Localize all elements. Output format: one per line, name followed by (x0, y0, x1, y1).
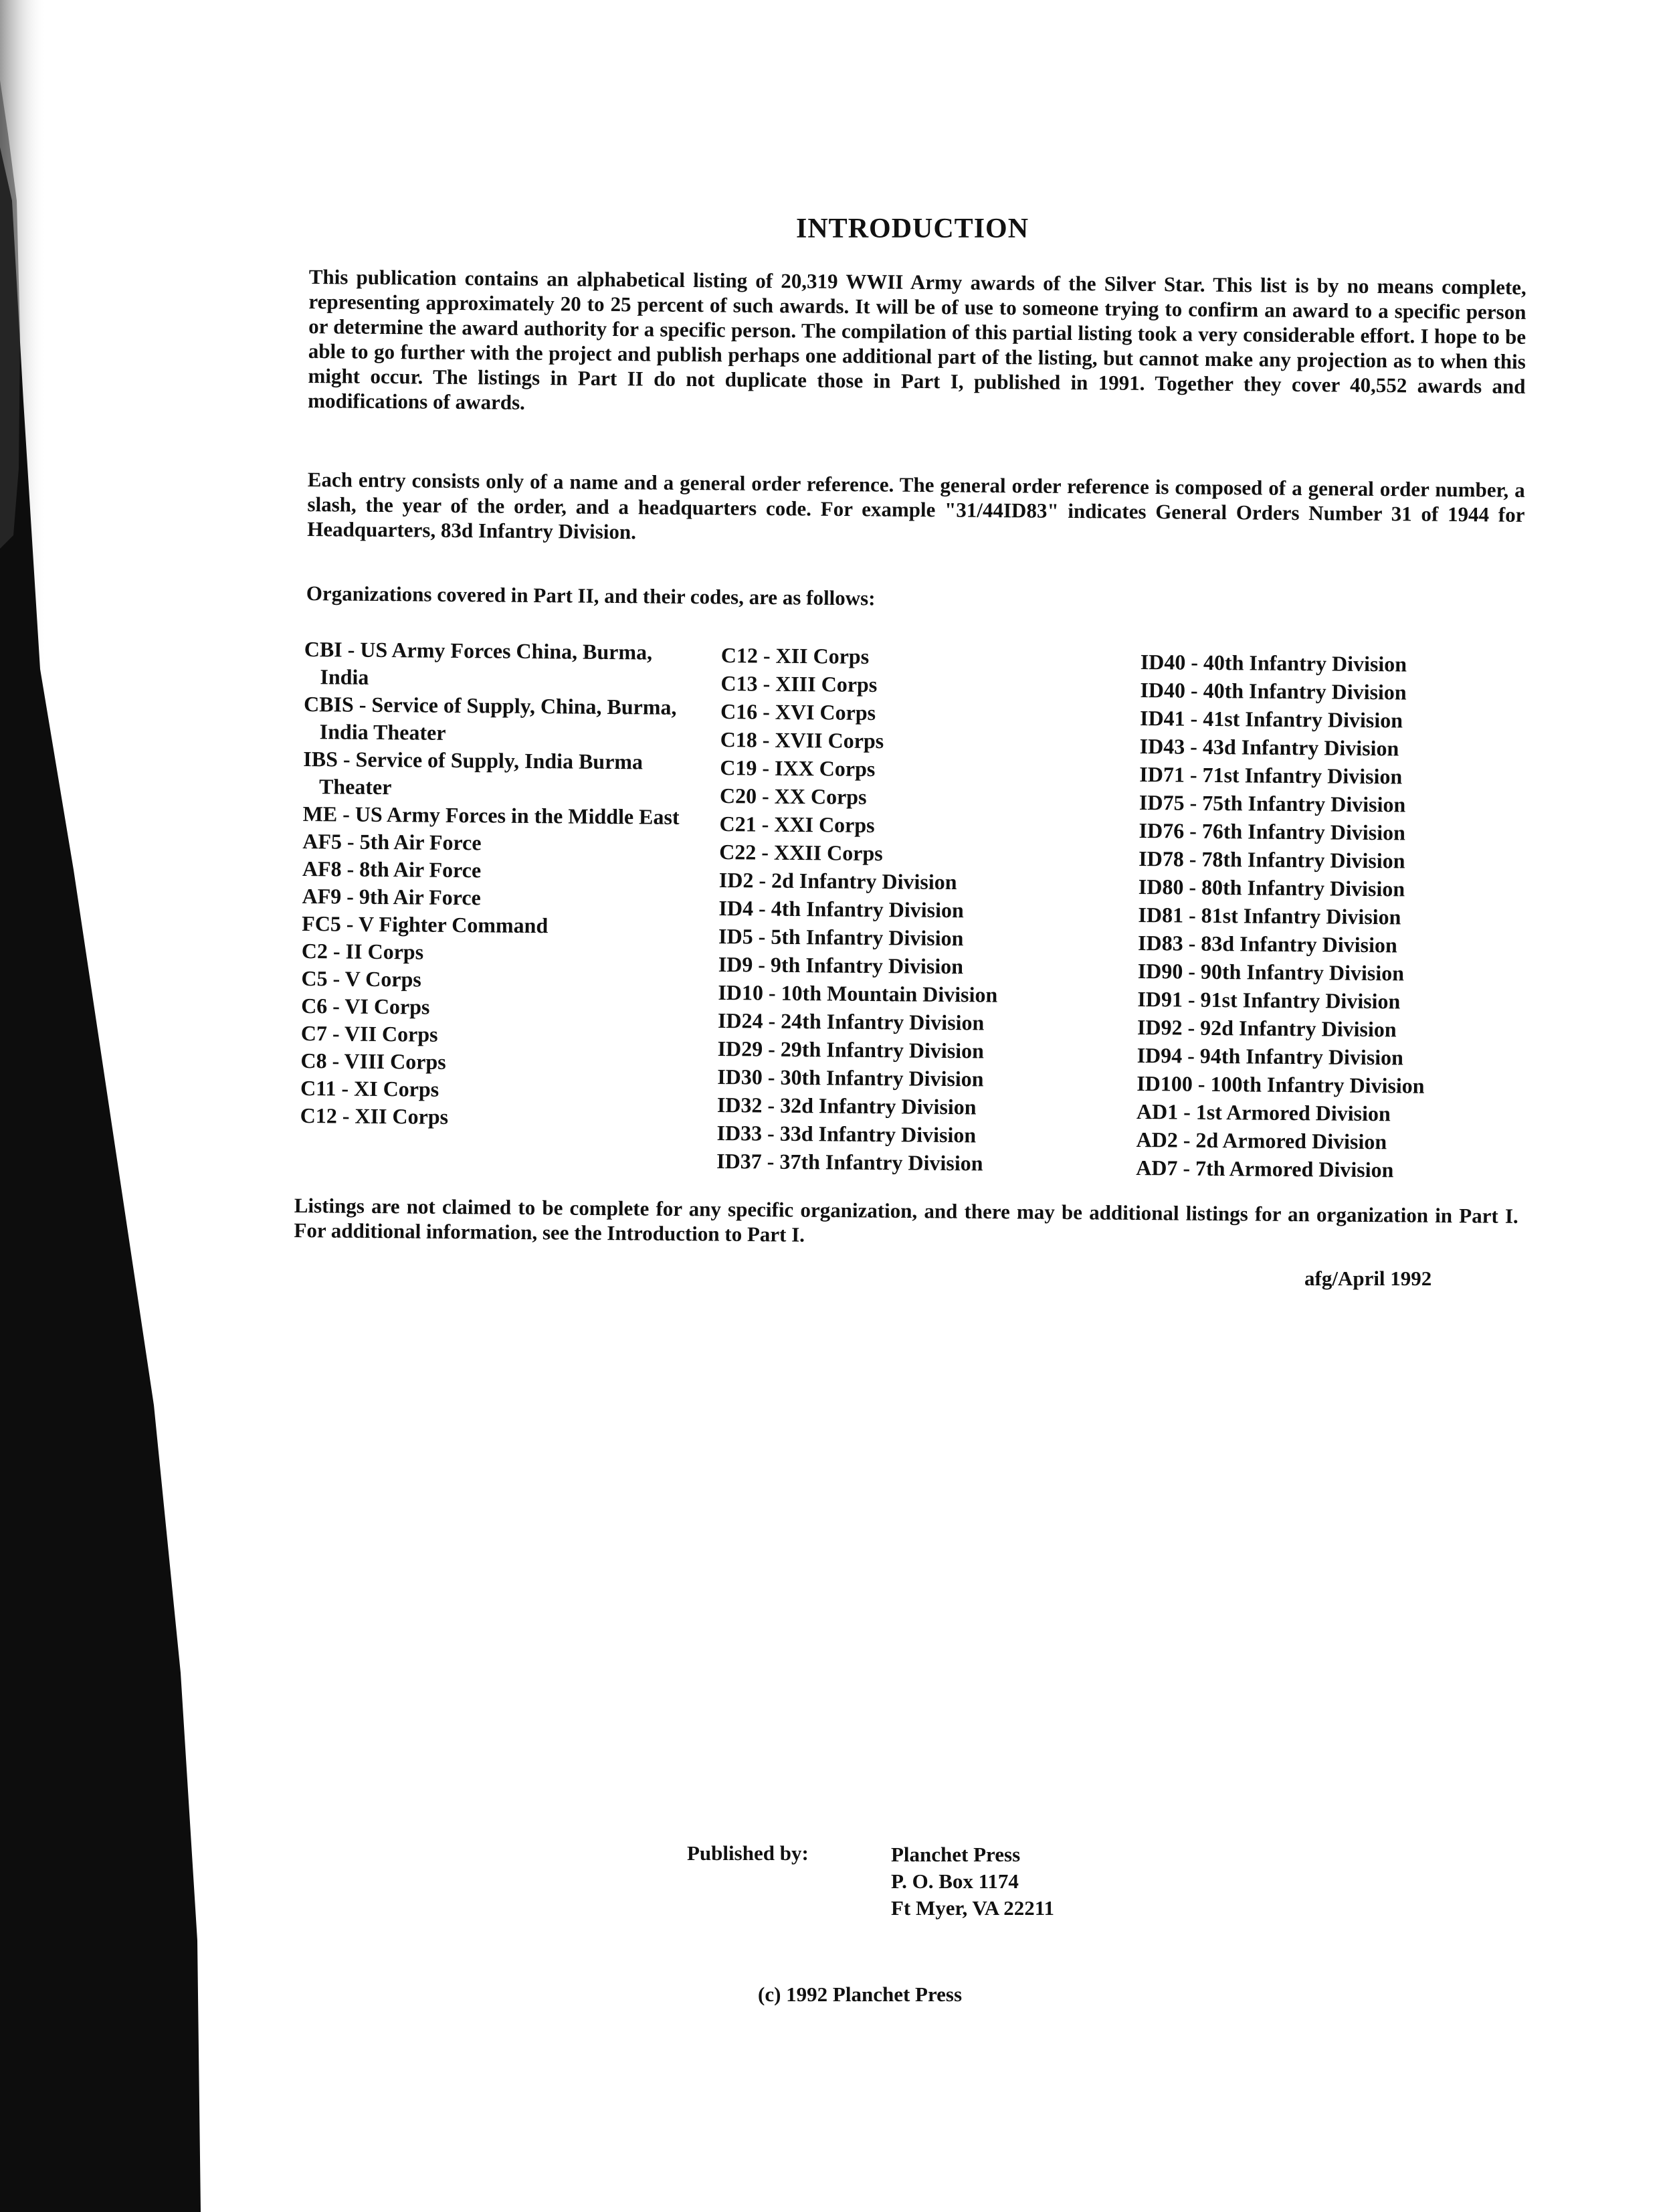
organization-code-item: ID4 - 4th Infantry Division (718, 895, 964, 923)
organization-code-item: ID100 - 100th Infantry Division (1137, 1071, 1425, 1098)
organization-codes-column-3 (1136, 648, 1515, 1185)
organization-code-item: ID91 - 91st Infantry Division (1137, 986, 1401, 1014)
organization-code-item: C7 - VII Corps (300, 1020, 438, 1046)
organization-code-item: C18 - XVII Corps (720, 727, 884, 753)
organization-code-item: ID29 - 29th Infantry Division (717, 1036, 985, 1063)
organization-code-item: ID2 - 2d Infantry Division (718, 867, 957, 895)
organization-code-item: ID83 - 83d Infantry Division (1137, 930, 1397, 957)
organization-code-item: C21 - XXI Corps (719, 811, 875, 838)
organization-code-item: IBS - Service of Supply, India Burma Theater (303, 746, 644, 800)
organization-code-item: AF9 - 9th Air Force (302, 883, 481, 910)
organization-code-item: AF5 - 5th Air Force (302, 828, 482, 855)
organization-code-item: C20 - XX Corps (719, 783, 867, 809)
organization-code-item: ID40 - 40th Infantry Division (1140, 649, 1407, 676)
intro-paragraph: This publication contains an alphabetical listing of 20,319 WWII Army awards of the Silver Star. This list is by no means complete, representing approximately 20 to 25 percent of such awards. It will be of use to someone trying to confirm an award to a specific person or determine the award authority for a specific person. The compilation of this partial listing took a very considerable effort. I hope to be able to go further with the project and publish perhaps one additional part of the listing, but cannot make any projection as to when this might occur. The listings in Part II do not duplicate those in Part I, published in 1991. Together they cover 40,552 awards and modifications of awards. (308, 264, 1526, 414)
organization-code-item: CBIS - Service of Supply, China, Burma, India Theater (303, 691, 677, 745)
entry-format-paragraph: Each entry consists only of a name and a general order reference. The general order reference is composed of a general order number, a slash, the year of the order, and a headquarters code. For example "31/44ID83" indicates General Orders Number 31 of 1944 for Headquarters, 83d Infantry Division. (307, 467, 1525, 544)
page-title: INTRODUCTION (796, 213, 1029, 244)
organization-codes-column-1 (300, 636, 706, 1133)
organization-code-item: C11 - XI Corps (300, 1075, 439, 1101)
organizations-intro: Organizations covered in Part II, and their codes, are as follows: (306, 581, 876, 610)
organization-code-item: ID24 - 24th Infantry Division (717, 1008, 985, 1035)
organization-code-item: ID41 - 41st Infantry Division (1139, 705, 1403, 733)
organization-code-item: CBI - US Army Forces China, Burma, India (304, 636, 653, 689)
organization-code-item: C13 - XIII Corps (720, 670, 878, 697)
organization-code-item: C22 - XXII Corps (719, 839, 883, 866)
publisher-name: Planchet Press (891, 1843, 1021, 1866)
organization-code-item: C8 - VIII Corps (300, 1048, 446, 1074)
organization-code-item: ID76 - 76th Infantry Division (1139, 818, 1406, 845)
organization-code-item: ID37 - 37th Infantry Division (716, 1148, 983, 1176)
organization-code-item: ID33 - 33d Infantry Division (716, 1120, 977, 1147)
organization-code-item: AF8 - 8th Air Force (302, 856, 482, 883)
publisher-address-line-2: Ft Myer, VA 22211 (891, 1896, 1054, 1920)
author-signature: afg/April 1992 (1304, 1267, 1432, 1290)
organization-code-item: ID80 - 80th Infantry Division (1138, 874, 1405, 901)
organization-code-item: C2 - II Corps (301, 938, 424, 964)
organization-code-item: ID5 - 5th Infantry Division (718, 923, 964, 951)
organization-code-item: AD7 - 7th Armored Division (1136, 1155, 1394, 1182)
organization-code-item: ID92 - 92d Infantry Division (1137, 1014, 1397, 1042)
organization-code-item: AD2 - 2d Armored Division (1136, 1127, 1387, 1154)
organization-code-item: ME - US Army Forces in the Middle East (302, 801, 680, 829)
copyright-notice: (c) 1992 Planchet Press (758, 1983, 963, 2006)
organization-code-item: C5 - V Corps (301, 965, 421, 992)
organization-code-item: ID78 - 78th Infantry Division (1139, 846, 1405, 873)
organization-code-item: ID43 - 43d Infantry Division (1139, 733, 1399, 761)
organization-code-item: C12 - XII Corps (300, 1103, 449, 1129)
organization-code-item: ID32 - 32d Infantry Division (716, 1092, 977, 1119)
organization-code-item: C6 - VI Corps (301, 993, 430, 1019)
organization-code-item: ID10 - 10th Mountain Division (718, 980, 998, 1007)
organization-code-item: ID9 - 9th Infantry Division (718, 951, 964, 979)
organization-code-item: FC5 - V Fighter Command (302, 911, 549, 938)
disclaimer-paragraph: Listings are not claimed to be complete for any specific organization, and there may be additional listings for an organization in Part I. For additional information, see the Introduction to Part I. (294, 1194, 1518, 1247)
organization-code-item: ID75 - 75th Infantry Division (1139, 790, 1406, 817)
organization-code-item: C19 - IXX Corps (720, 755, 876, 781)
organization-code-item: ID94 - 94th Infantry Division (1137, 1042, 1404, 1070)
organization-code-item: ID81 - 81st Infantry Division (1138, 902, 1401, 929)
publisher-label: Published by: (687, 1841, 809, 1865)
organization-code-item: ID90 - 90th Infantry Division (1137, 958, 1405, 986)
organization-codes-column-2 (716, 641, 1096, 1178)
organization-code-item: C16 - XVI Corps (720, 699, 876, 725)
organization-code-item: ID40 - 40th Infantry Division (1140, 677, 1407, 705)
organization-code-item: AD1 - 1st Armored Division (1136, 1099, 1391, 1126)
publisher-address (891, 1841, 1054, 1922)
organization-code-item: ID30 - 30th Infantry Division (717, 1064, 984, 1091)
organization-code-item: C12 - XII Corps (720, 642, 870, 668)
organization-code-item: ID71 - 71st Infantry Division (1139, 761, 1403, 789)
publisher-address-line-1: P. O. Box 1174 (891, 1869, 1019, 1893)
